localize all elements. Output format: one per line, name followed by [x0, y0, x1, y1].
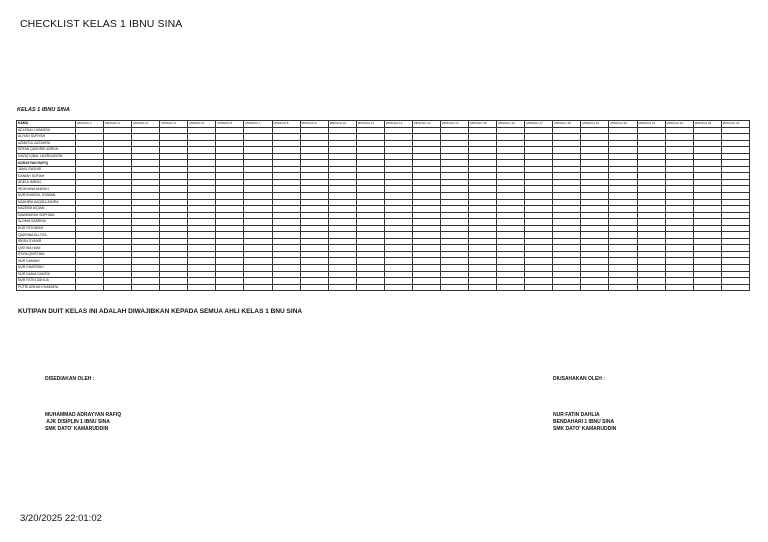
student-name-cell: JAMIL RASHID	[17, 166, 76, 173]
signatory-role: BENDAHARI 1 IBNU SINA	[553, 419, 615, 425]
checklist-cell[interactable]	[132, 284, 160, 291]
student-name-cell: NAZEEM AIQIAN	[17, 206, 76, 213]
checklist-cell[interactable]	[300, 284, 328, 291]
week-column-header: MINGGU 13	[412, 121, 440, 128]
checklist-cell[interactable]	[693, 284, 721, 291]
week-column-header: MINGGU 8	[272, 121, 300, 128]
checklist-cell[interactable]	[721, 284, 749, 291]
checklist-cell[interactable]	[216, 284, 244, 291]
student-name-cell: QISTINA HANI	[17, 245, 76, 252]
week-column-header: MINGGU 17	[525, 121, 553, 128]
student-name-cell: NUR DAMIAH	[17, 258, 76, 265]
checklist-cell[interactable]	[188, 284, 216, 291]
week-column-header: MINGGU 19	[581, 121, 609, 128]
student-name-cell: IRDHYANA ANIDAH	[17, 186, 76, 193]
signatory-role: AJK DISIPLIN 1 IBNU SINA	[45, 419, 110, 425]
week-column-header: MINGGU 23	[693, 121, 721, 128]
signatory-school: SMK DATO' KAMARUDDIN	[553, 426, 617, 432]
checklist-cell[interactable]	[497, 284, 525, 291]
checklist-cell[interactable]	[637, 284, 665, 291]
signatory-school: SMK DATO' KAMARUDDIN	[45, 426, 109, 432]
prepared-by-signature	[45, 412, 121, 433]
student-name-cell: NUR FATHIMAH	[17, 225, 76, 232]
checklist-cell[interactable]	[469, 284, 497, 291]
week-column-header: MINGGU 20	[609, 121, 637, 128]
checklist-cell[interactable]	[272, 284, 300, 291]
checklist-cell[interactable]	[441, 284, 469, 291]
week-column-header: MINGGU 12	[384, 121, 412, 128]
week-column-header: MINGGU 9	[300, 121, 328, 128]
student-name-cell: SYIFA QHISTINA	[17, 251, 76, 258]
week-column-header: MINGGU 7	[244, 121, 272, 128]
student-name-cell: IRFAN SYAHIR	[17, 238, 76, 245]
checklist-cell[interactable]	[328, 284, 356, 291]
student-name-cell: ALDINA SABRINA	[17, 219, 76, 226]
verified-by-heading: DIUSAHAKAN OLEH :	[553, 376, 605, 382]
week-column-header: MINGGU 15	[469, 121, 497, 128]
week-column-header: MINGGU 10	[328, 121, 356, 128]
checklist-cell[interactable]	[104, 284, 132, 291]
week-column-header: MINGGU 1	[76, 121, 104, 128]
checklist-cell[interactable]	[609, 284, 637, 291]
week-column-header: MINGGU 6	[216, 121, 244, 128]
student-name-cell: NAWWARAH SOPHIAN	[17, 212, 76, 219]
student-name-cell: ALIYAH SUFIYAH	[17, 134, 76, 141]
checklist-cell[interactable]	[665, 284, 693, 291]
collection-note: KUTIPAN DUIT KELAS INI ADALAH DIWAJIBKAN KEPADA SEMUA AHLI KELAS 1 BNU SINA	[18, 308, 303, 315]
verified-by-signature	[553, 412, 616, 433]
week-column-header: MINGGU 11	[356, 121, 384, 128]
prepared-by-heading: DISEDIAKAN OLEH :	[45, 376, 95, 382]
week-column-header: MINGGU 3	[132, 121, 160, 128]
checklist-cell[interactable]	[525, 284, 553, 291]
student-name-cell: HAZIQ IQBAL HAZRAUDDIN	[17, 153, 76, 160]
week-column-header: MINGGU 16	[497, 121, 525, 128]
table-row	[17, 284, 750, 291]
week-column-header: MINGGU 4	[160, 121, 188, 128]
student-name-cell: AZMATUL AZZAHRA	[17, 140, 76, 147]
student-name-cell: ERFAN QASHRIE ARRUH	[17, 147, 76, 154]
signatory-name: NUR FATIN DAHLIA	[553, 412, 600, 418]
checklist-cell[interactable]	[244, 284, 272, 291]
student-name-cell: PUTRI AISHAH HUMAIRA	[17, 284, 76, 291]
student-name-cell: NUR DANIA SAKIRA	[17, 271, 76, 278]
student-name-cell: NUR FATIN DAHLIA	[17, 278, 76, 285]
checklist-cell[interactable]	[356, 284, 384, 291]
checklist-cell[interactable]	[384, 284, 412, 291]
student-name-cell: QADRINA ALLYSA	[17, 232, 76, 239]
student-name-cell: ADLENAL HUMAIRA	[17, 127, 76, 134]
checklist-cell[interactable]	[553, 284, 581, 291]
page-title: CHECKLIST KELAS 1 IBNU SINA	[20, 18, 183, 30]
name-column-header: NAMA	[17, 121, 76, 128]
week-column-header: MINGGU 5	[188, 121, 216, 128]
table-body	[17, 127, 750, 291]
student-name-cell: ADRAYYAN RAFIQ	[17, 160, 76, 167]
week-column-header: MINGGU 24	[721, 121, 749, 128]
print-timestamp: 3/20/2025 22:01:02	[20, 513, 102, 524]
student-name-cell: ADELA IMRAN	[17, 179, 76, 186]
checklist-cell[interactable]	[581, 284, 609, 291]
student-name-cell: NUR DHAFIRAH	[17, 265, 76, 272]
student-name-cell: DANIAH SOFIAH	[17, 173, 76, 180]
week-column-header: MINGGU 21	[637, 121, 665, 128]
checklist-cell[interactable]	[160, 284, 188, 291]
checklist-cell[interactable]	[76, 284, 104, 291]
section-label: KELAS 1 IBNU SINA	[17, 107, 70, 113]
checklist-cell[interactable]	[412, 284, 440, 291]
week-column-header: MINGGU 14	[441, 121, 469, 128]
student-name-cell: NADHIRA AAQISA ZAHRA	[17, 199, 76, 206]
checklist-table	[16, 120, 750, 291]
student-name-cell: NUR KHAIRUL SYABAN	[17, 193, 76, 200]
checklist-table-container	[16, 120, 750, 291]
week-column-header: MINGGU 2	[104, 121, 132, 128]
signatory-name: MUHAMMAD ADRAYYAN RAFIQ	[45, 412, 122, 418]
week-column-header: MINGGU 22	[665, 121, 693, 128]
week-column-header: MINGGU 18	[553, 121, 581, 128]
